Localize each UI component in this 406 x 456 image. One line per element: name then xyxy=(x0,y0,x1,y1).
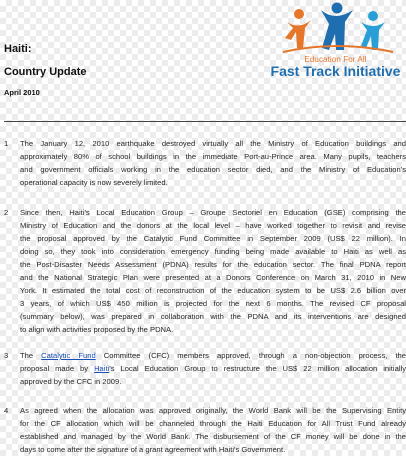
paragraph-number: 4 xyxy=(4,406,9,415)
logo-wordmark: Fast Track Initiative xyxy=(270,63,401,79)
paragraph-line: approved by the CFC in 2009. xyxy=(20,377,122,386)
paragraph-line: operational capacity is now severely limited. xyxy=(20,178,168,187)
paragraph-body xyxy=(20,404,406,456)
paragraph-line: York. It estimated the total cost of reconstruction of the education system to be US$ 2.6 billion over xyxy=(20,286,406,295)
text-segment: Committee (CFC) members approved, through a non-objection process, the xyxy=(95,351,406,360)
paragraph-number: 3 xyxy=(4,351,9,360)
paragraph-line: the Post-Disaster Needs Assessment (PDNA) results for the education sector. The final PDNA report xyxy=(20,260,406,269)
paragraph-body xyxy=(20,349,406,388)
paragraph-number: 2 xyxy=(4,208,9,217)
paragraph-line: approximately 80% of school buildings in the immediate Port-au-Prince area. Many pupils, teachers xyxy=(20,152,406,161)
efa-fti-logo xyxy=(265,0,406,84)
paragraph-line: days to come after the signature of a grant agreement with Haiti's Government. xyxy=(20,445,286,454)
paragraph-line: 3 years, of which US$ 450 million is projected for the next 6 months. The revised CF proposal xyxy=(20,299,406,308)
paragraph-line: Since then, Haiti's Local Education Group – Groupe Sectoriel en Education (GSE) comprising the xyxy=(20,208,406,217)
paragraph-line: and government officials working in the education sector died, and the Ministry of Education's xyxy=(20,165,406,174)
paragraph-line: for the CF allocation which will be channeled through the Haiti Education for All Trust Fund already xyxy=(20,419,406,428)
logo-tagline: Education For All xyxy=(304,55,367,64)
paragraph-body xyxy=(20,206,406,336)
paragraph-line: the proposal approved by the Catalytic Fund Committee in September 2009 (US$ 22 million). In xyxy=(20,234,406,243)
paragraph-line: The January 12, 2010 earthquake destroyed virtually all the Ministry of Education buildings and xyxy=(20,139,406,148)
catalytic-fund-link[interactable]: Catalytic Fund xyxy=(41,351,96,360)
text-segment: proposal made by xyxy=(20,364,95,373)
text-segment: 's Local Education Group to restructure the US$ 22 million allocation initially xyxy=(109,364,406,373)
paragraph-line: to align with activities proposed by the PDNA. xyxy=(20,325,174,334)
document-date: April 2010 xyxy=(4,88,40,97)
paragraph-line xyxy=(20,349,406,362)
paragraph-line xyxy=(20,362,406,375)
document-title: Haiti: xyxy=(4,43,32,55)
paragraph-line: established and managed by the World Bank. The disbursement of the CF money will be done in the xyxy=(20,432,406,441)
paragraph-line: (summary below), was prepared in collaboration with the PDNA and its interventions are designed xyxy=(20,312,406,321)
people-figures-logo-icon xyxy=(265,0,406,56)
text-segment: The xyxy=(20,351,42,360)
paragraph-body xyxy=(20,137,406,189)
paragraph-line: As agreed when the allocation was approved originally, the World Bank will be the Supervising Entity xyxy=(20,406,406,415)
header-divider xyxy=(4,121,406,122)
paragraph-line: doing so, they took into consideration emergency funding being made available to Haiti as well as xyxy=(20,247,406,256)
paragraph-line: Ministry of Education and the donors at the local level – have worked together to revisit and revise xyxy=(20,221,406,230)
haiti-link[interactable]: Haiti xyxy=(94,364,110,373)
document-subtitle: Country Update xyxy=(4,66,87,78)
paragraph-number: 1 xyxy=(4,139,9,148)
paragraph-line: and the National Strategic Plan were presented at a Donors Conference on March 31, 2010 in New xyxy=(20,273,406,282)
